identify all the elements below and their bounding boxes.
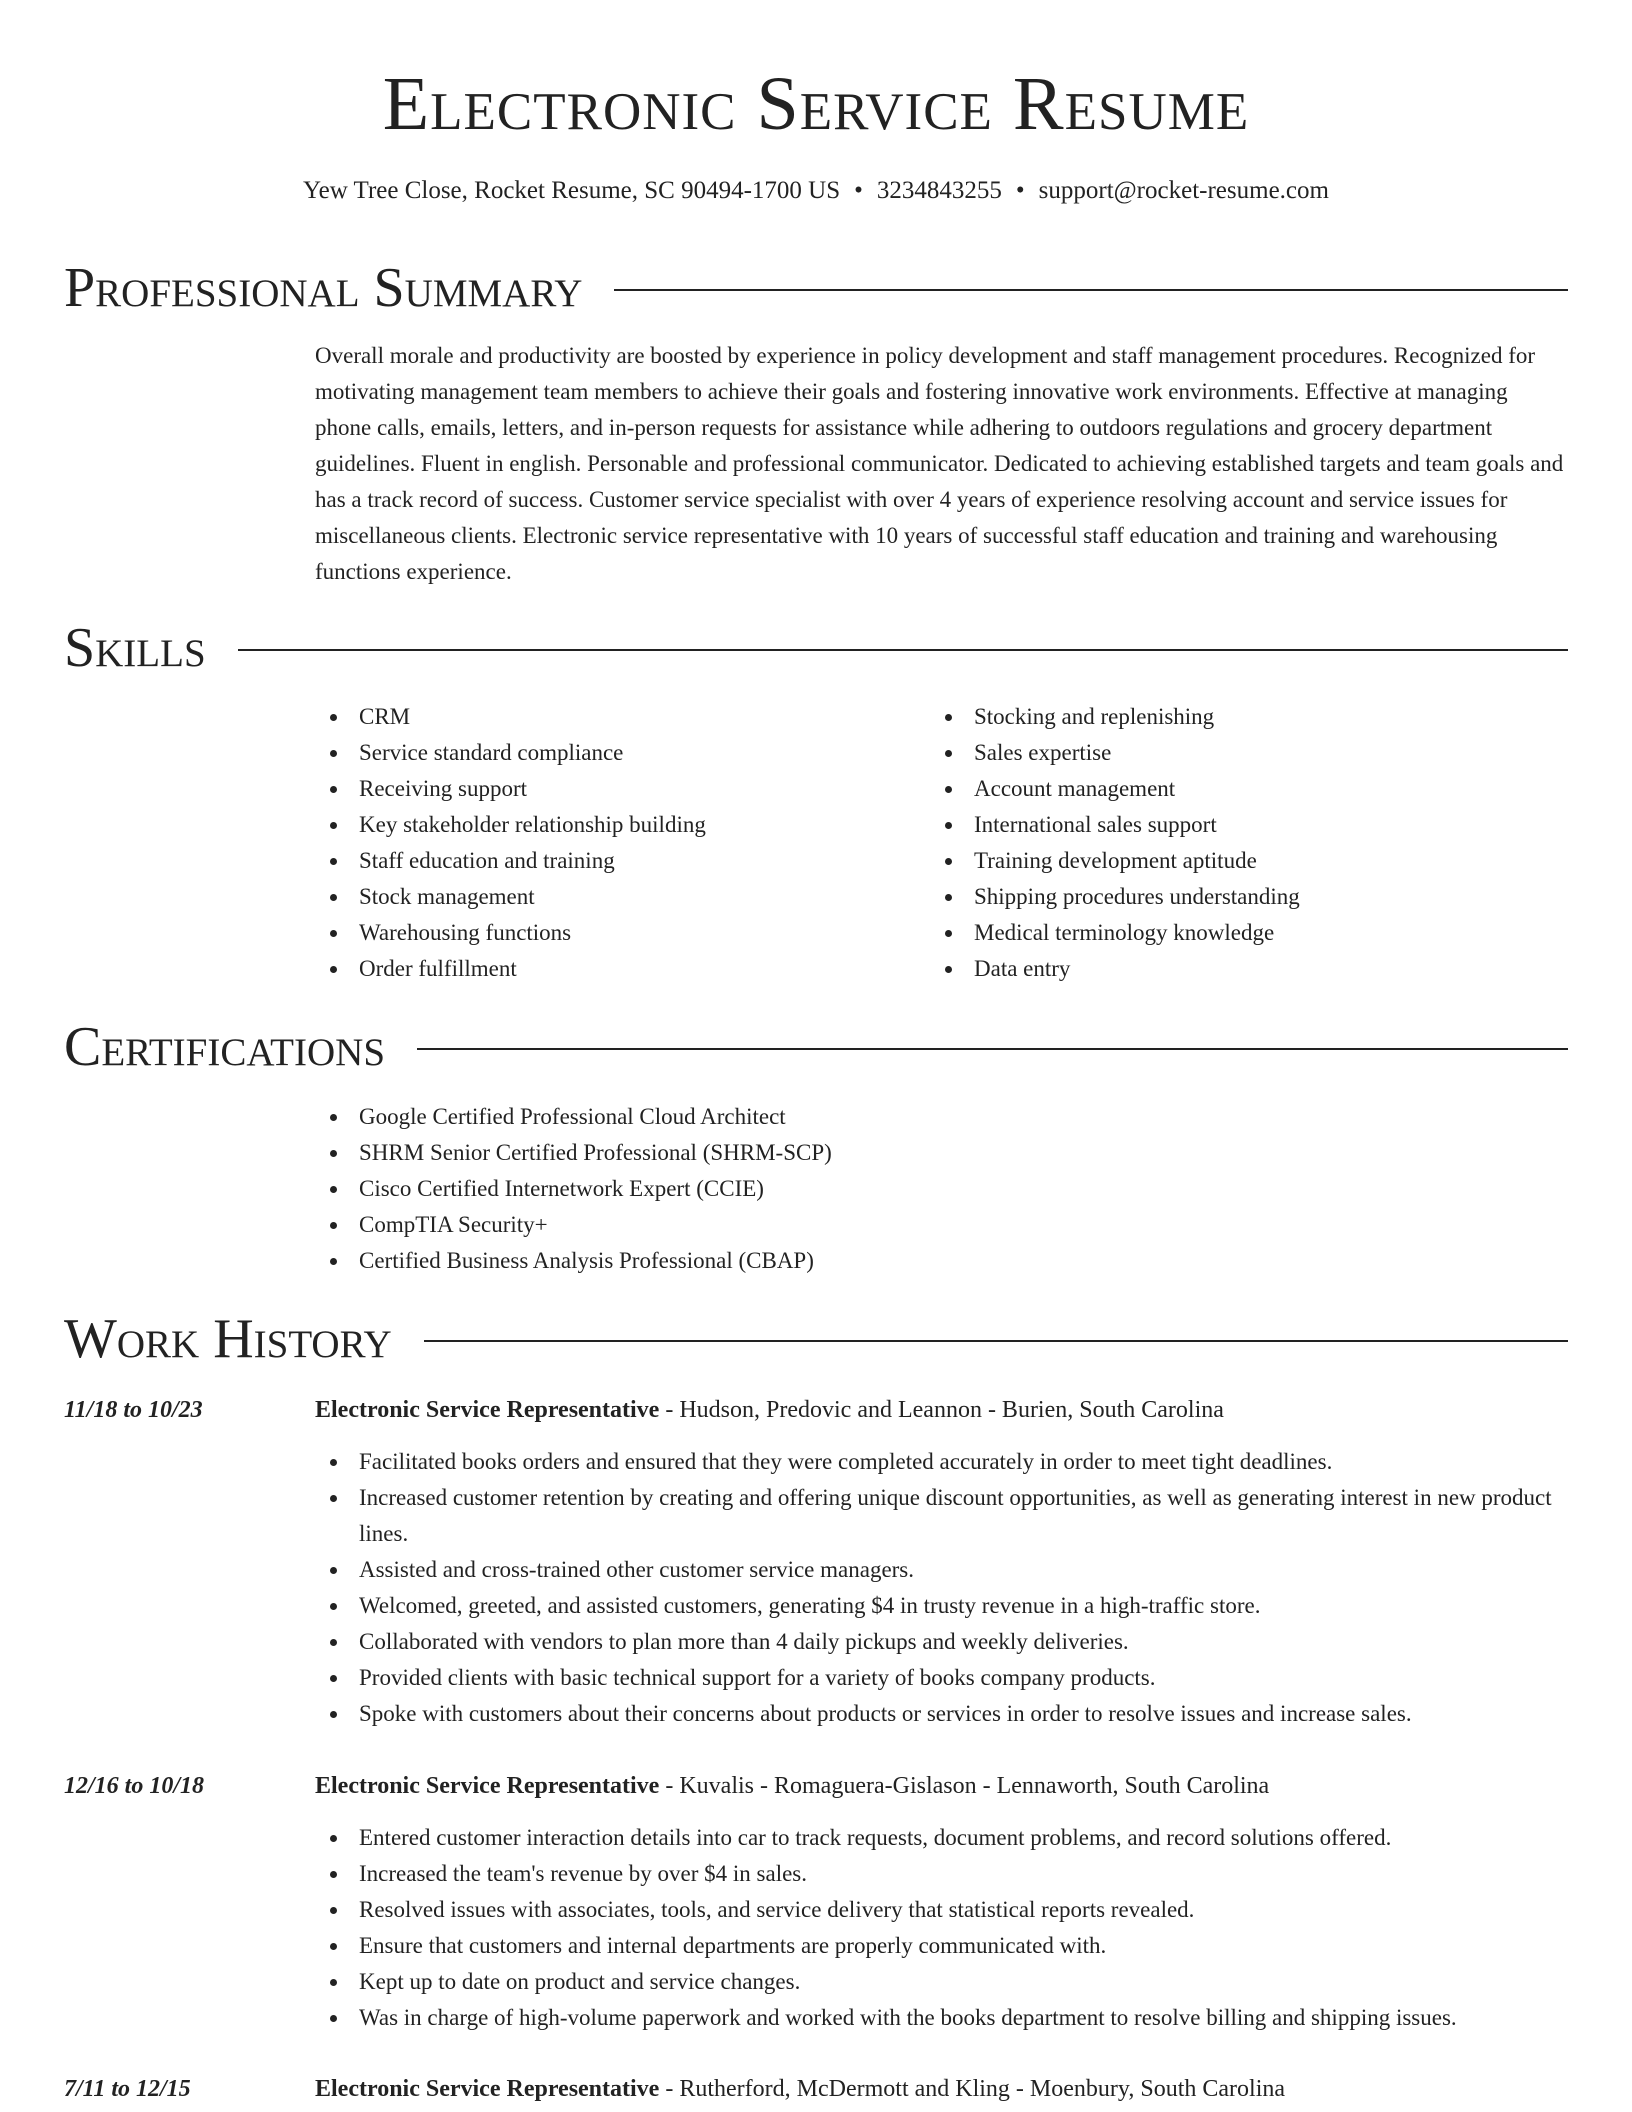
job-bullets — [315, 1820, 1568, 2036]
job-dates: 7/11 to 12/15 — [64, 2076, 191, 2102]
skill-item: Service standard compliance — [315, 735, 915, 771]
resume-title: Electronic Service Resume — [382, 62, 1250, 146]
section-divider — [238, 649, 1568, 651]
summary-text: Overall morale and productivity are boosted by experience in policy development and staff management procedures. Recognized for motivating management team members to achieve their goals and fostering innovative work environments. Effective at managing phone calls, emails, letters, and in-person requests for assistance while adhering to outdoors regulations and grocery department guidelines. Fluent in english. Personable and professional communicator. Dedicated to achieving established targets and team goals and has a track record of success. Customer service specialist with over 4 years of experience resolving account and service issues for miscellaneous clients. Electronic service representative with 10 years of successful staff education and training and warehousing functions experience. — [315, 343, 1564, 584]
skill-item: Warehousing functions — [315, 915, 915, 951]
job-bullet: Was in charge of high-volume paperwork and worked with the books department to resolve billing and shipping issues. — [315, 2000, 1568, 2036]
job-dates: 12/16 to 10/18 — [64, 1773, 205, 1799]
skill-item: Staff education and training — [315, 843, 915, 879]
skills-section-heading — [64, 616, 1568, 680]
contact-phone: 3234843255 — [876, 177, 1002, 204]
job-employer-location: - Kuvalis - Romaguera-Gislason - Lennaworth, South Carolina — [659, 1773, 1270, 1799]
skill-item: Stock management — [315, 879, 915, 915]
section-divider — [417, 1048, 1568, 1050]
job-employer-location: - Rutherford, McDermott and Kling - Moenbury, South Carolina — [659, 2076, 1286, 2102]
section-divider — [424, 1340, 1568, 1342]
certification-item: CompTIA Security+ — [315, 1207, 1215, 1243]
job-bullet: Increased the team's revenue by over $4 in sales. — [315, 1856, 1568, 1892]
contact-separator: • — [854, 177, 863, 204]
job-bullet: Resolved issues with associates, tools, and service delivery that statistical reports revealed. — [315, 1892, 1568, 1928]
skill-item: Order fulfillment — [315, 951, 915, 987]
summary-section-heading — [64, 256, 1568, 320]
section-divider — [614, 289, 1568, 291]
job-heading — [315, 1769, 1269, 1803]
job-heading — [315, 2072, 1285, 2106]
job-bullet: Spoke with customers about their concerns about products or services in order to resolve issues and increase sales. — [315, 1696, 1568, 1732]
job-bullet: Provided clients with basic technical support for a variety of books company products. — [315, 1660, 1568, 1696]
job-bullet: Welcomed, greeted, and assisted customers, generating $4 in trusty revenue in a high-traffic store. — [315, 1588, 1568, 1624]
skill-item: Training development aptitude — [930, 843, 1530, 879]
skill-item: Data entry — [930, 951, 1530, 987]
certifications-section-heading — [64, 1015, 1568, 1079]
skill-item: Account management — [930, 771, 1530, 807]
skills-column-right — [930, 699, 1530, 987]
skills-title: Skills — [64, 617, 206, 679]
skills-list-left — [315, 699, 915, 987]
certification-item: SHRM Senior Certified Professional (SHRM-SCP) — [315, 1135, 1215, 1171]
skill-item: Shipping procedures understanding — [930, 879, 1530, 915]
job-heading — [315, 1393, 1224, 1427]
skill-item: Sales expertise — [930, 735, 1530, 771]
job-employer-location: - Hudson, Predovic and Leannon - Burien, South Carolina — [659, 1397, 1224, 1423]
skill-item: Receiving support — [315, 771, 915, 807]
certifications-block — [315, 1099, 1215, 1279]
certification-item: Google Certified Professional Cloud Architect — [315, 1099, 1215, 1135]
skill-item: Key stakeholder relationship building — [315, 807, 915, 843]
summary-title: Professional Summary — [64, 257, 583, 319]
contact-line — [0, 174, 1632, 208]
skill-item: CRM — [315, 699, 915, 735]
job-bullet: Kept up to date on product and service changes. — [315, 1964, 1568, 2000]
work-history-title: Work History — [64, 1308, 392, 1370]
skill-item: Stocking and replenishing — [930, 699, 1530, 735]
skills-list-right — [930, 699, 1530, 987]
certifications-title: Certifications — [64, 1016, 386, 1078]
job-bullet: Collaborated with vendors to plan more than 4 daily pickups and weekly deliveries. — [315, 1624, 1568, 1660]
job-bullet: Increased customer retention by creating and offering unique discount opportunities, as well as generating interest in new product lines. — [315, 1480, 1568, 1552]
skill-item: International sales support — [930, 807, 1530, 843]
work-history-section-heading — [64, 1307, 1568, 1371]
certification-item: Certified Business Analysis Professional (CBAP) — [315, 1243, 1215, 1279]
skill-item: Medical terminology knowledge — [930, 915, 1530, 951]
certification-item: Cisco Certified Internetwork Expert (CCIE) — [315, 1171, 1215, 1207]
job-role: Electronic Service Representative — [315, 1773, 660, 1799]
job-bullets — [315, 1444, 1568, 1732]
job-role: Electronic Service Representative — [315, 1397, 660, 1423]
job-role: Electronic Service Representative — [315, 2076, 660, 2102]
contact-separator: • — [1015, 177, 1025, 204]
job-bullet: Ensure that customers and internal departments are properly communicated with. — [315, 1928, 1568, 1964]
job-bullet: Assisted and cross-trained other customer service managers. — [315, 1552, 1568, 1588]
job-bullet: Facilitated books orders and ensured that they were completed accurately in order to meet tight deadlines. — [315, 1444, 1568, 1480]
skills-column-left — [315, 699, 915, 987]
certifications-list — [315, 1099, 1215, 1279]
job-dates: 11/18 to 10/23 — [64, 1397, 203, 1423]
contact-address: Yew Tree Close, Rocket Resume, SC 90494-1700 US — [303, 177, 841, 204]
contact-email: support@rocket-resume.com — [1038, 177, 1329, 204]
job-bullet: Entered customer interaction details into car to track requests, document problems, and record solutions offered. — [315, 1820, 1568, 1856]
